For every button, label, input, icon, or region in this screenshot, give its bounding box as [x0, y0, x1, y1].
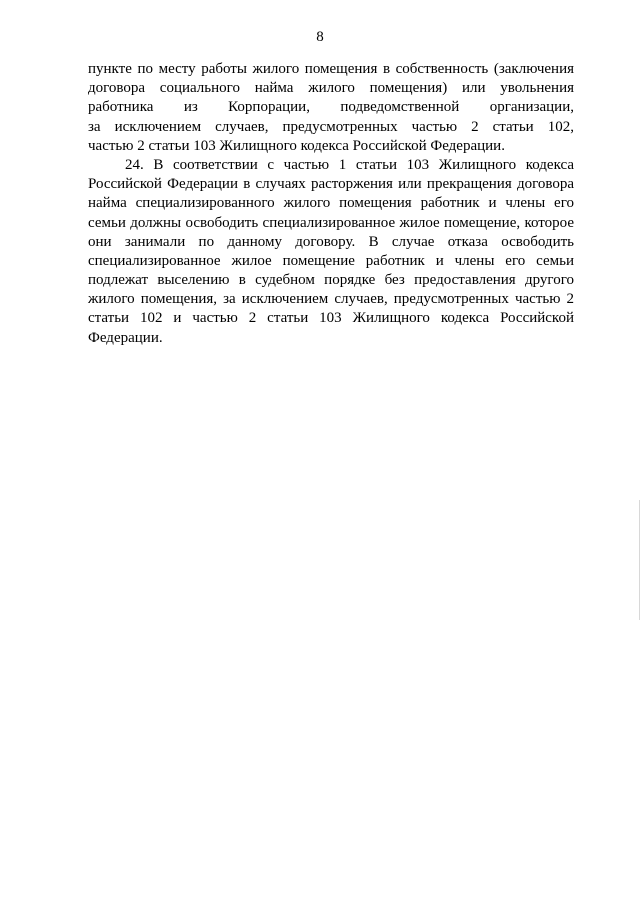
- text-line: они занимали по данному договору. В случае отказа освободить: [88, 233, 574, 250]
- text-line: статьи 102 и частью 2 статьи 103 Жилищного кодекса Российской: [88, 310, 574, 327]
- text-line: договора социального найма жилого помещения) или увольнения: [88, 80, 574, 97]
- paragraph-continuation: [88, 60, 574, 156]
- text-line: семьи должны освободить специализированное жилое помещение, которое: [88, 214, 574, 231]
- text-line: частью 2 статьи 103 Жилищного кодекса Российской Федерации.: [88, 137, 505, 154]
- paragraph-24: [88, 156, 574, 348]
- text-line: подлежат выселению в судебном порядке без предоставления другого: [88, 272, 574, 289]
- text-line: Федерации.: [88, 329, 163, 346]
- text-line: 24. В соответствии с частью 1 статьи 103 Жилищного кодекса: [125, 156, 574, 173]
- page-number: 8: [316, 29, 324, 45]
- text-line: за исключением случаев, предусмотренных частью 2 статьи 102,: [88, 118, 574, 135]
- document-body: [88, 60, 574, 348]
- text-line: пункте по месту работы жилого помещения в собственность (заключения: [88, 61, 574, 77]
- text-line: Российской Федерации в случаях расторжения или прекращения договора: [88, 176, 574, 193]
- text-line: найма специализированного жилого помещения работник и члены его: [88, 195, 574, 212]
- text-line: специализированное жилое помещение работник и члены его семьи: [88, 252, 574, 269]
- text-line: жилого помещения, за исключением случаев, предусмотренных частью 2: [88, 291, 574, 308]
- text-line: работника из Корпорации, подведомственной организации,: [88, 99, 574, 116]
